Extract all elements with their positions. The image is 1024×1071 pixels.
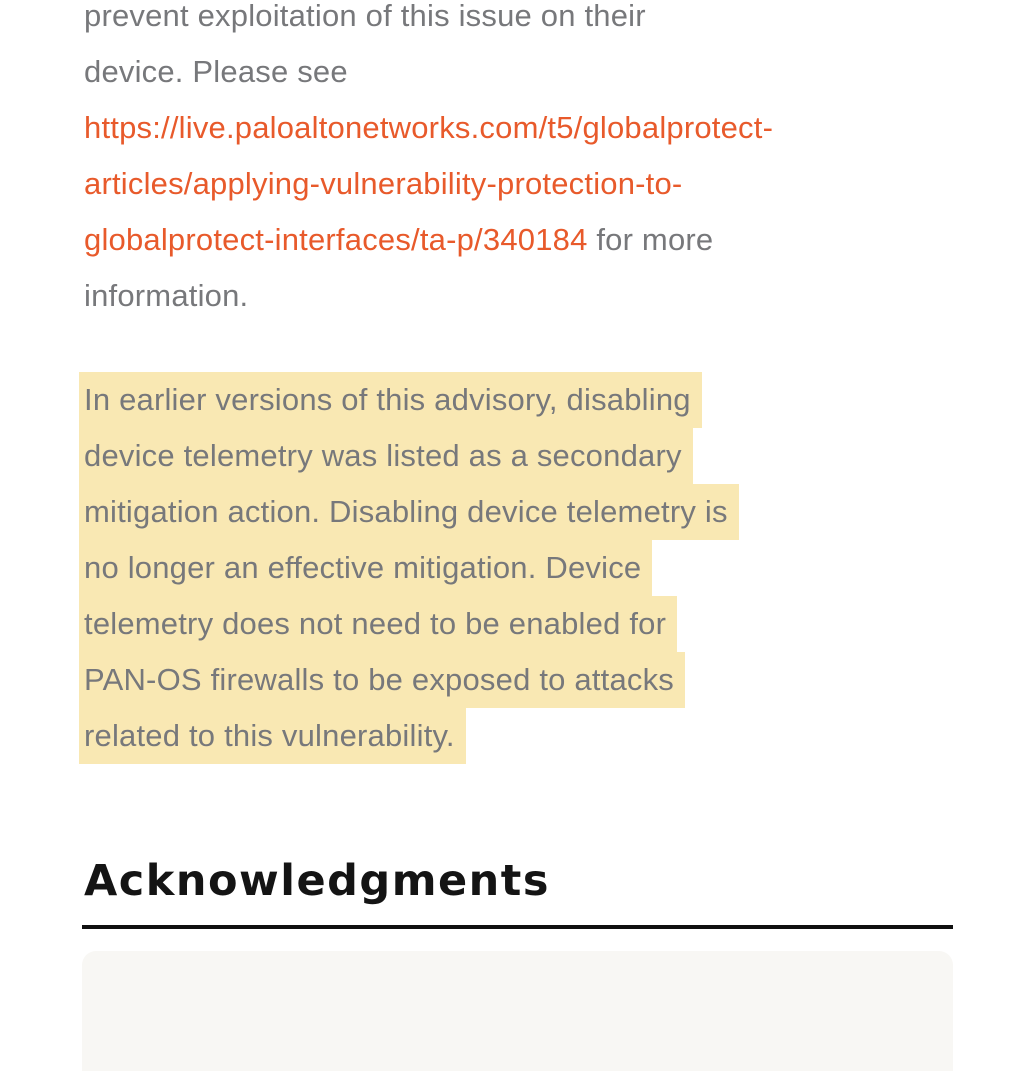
highlighted-text: no longer an effective mitigation. Device — [79, 540, 652, 596]
highlighted-note — [84, 372, 1006, 764]
section-divider — [82, 925, 953, 929]
highlight-line — [84, 596, 1006, 652]
highlighted-text: PAN-OS firewalls to be exposed to attacks — [79, 652, 685, 708]
mitigation-paragraph — [84, 0, 1006, 324]
paragraph-line — [84, 212, 1006, 268]
highlight-line — [84, 372, 1006, 428]
paragraph-line — [84, 100, 1006, 156]
highlight-line — [84, 428, 1006, 484]
highlight-line — [84, 708, 1006, 764]
paragraph-text: for more — [587, 222, 714, 257]
highlighted-text: telemetry does not need to be enabled for — [79, 596, 677, 652]
highlighted-text: related to this vulnerability. — [79, 708, 466, 764]
paragraph-text: information. — [84, 278, 249, 313]
highlight-line — [84, 484, 1006, 540]
paragraph-line — [84, 156, 1006, 212]
acknowledgments-panel — [82, 951, 953, 1071]
highlighted-text: device telemetry was listed as a secondary — [79, 428, 693, 484]
globalprotect-article-link[interactable]: articles/applying-vulnerability-protection-to- — [84, 166, 683, 201]
paragraph-line — [84, 0, 1006, 44]
paragraph-line — [84, 44, 1006, 100]
paragraph-text: prevent exploitation of this issue on their — [84, 0, 646, 33]
acknowledgments-heading: Acknowledgments — [84, 856, 550, 906]
globalprotect-article-link[interactable]: https://live.paloaltonetworks.com/t5/globalprotect- — [84, 110, 774, 145]
highlight-line — [84, 540, 1006, 596]
globalprotect-article-link[interactable]: globalprotect-interfaces/ta-p/340184 — [84, 222, 588, 257]
paragraph-text: device. Please see — [84, 54, 348, 89]
highlight-line — [84, 652, 1006, 708]
highlighted-text: mitigation action. Disabling device telemetry is — [79, 484, 739, 540]
paragraph-line — [84, 268, 1006, 324]
highlighted-text: In earlier versions of this advisory, disabling — [79, 372, 702, 428]
